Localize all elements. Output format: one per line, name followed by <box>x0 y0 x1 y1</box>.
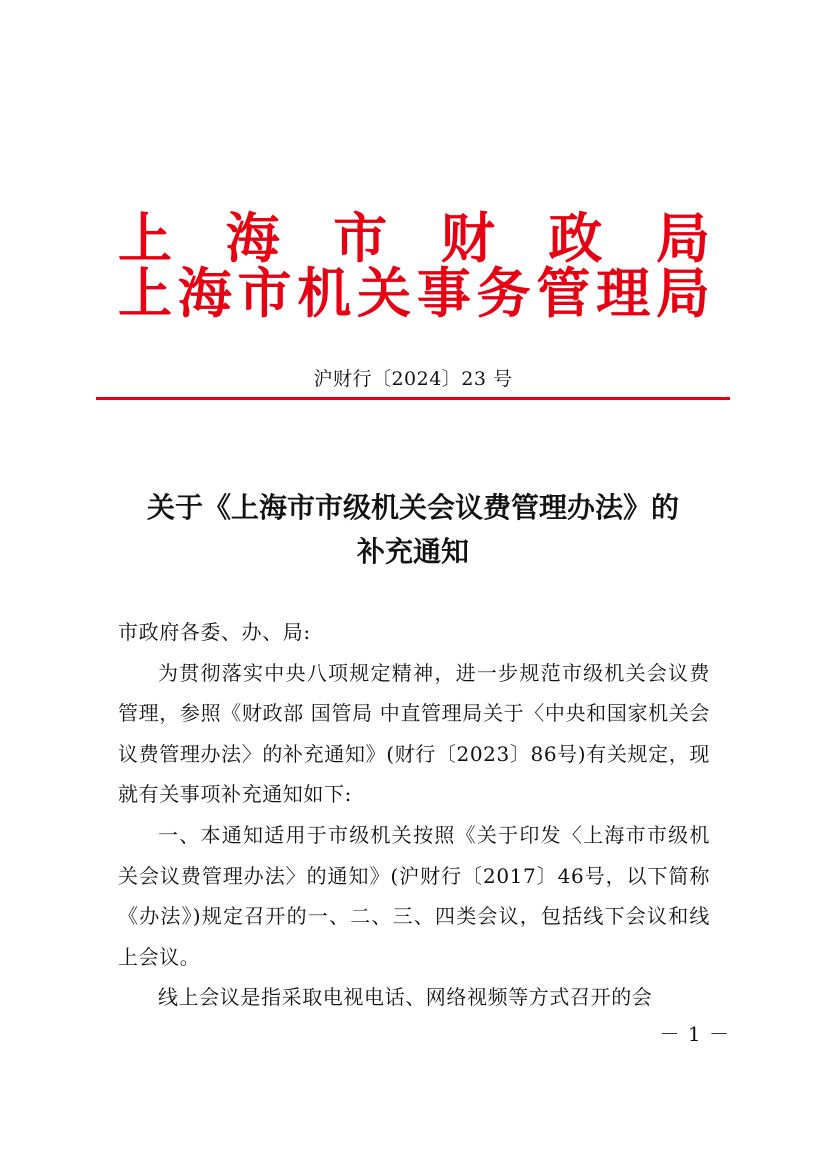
document-body <box>118 612 710 1018</box>
header-char: 局 <box>655 261 710 325</box>
document-title <box>96 486 730 574</box>
header-char: 海 <box>225 206 280 270</box>
issuer-header-line-1 <box>118 208 710 268</box>
issuer-header-line-2 <box>118 263 710 323</box>
header-char: 海 <box>177 261 232 325</box>
header-char: 事 <box>416 261 471 325</box>
header-char: 关 <box>357 261 412 325</box>
header-char: 管 <box>536 261 591 325</box>
header-char: 机 <box>297 261 352 325</box>
header-char: 理 <box>596 261 651 325</box>
body-paragraph: 为贯彻落实中央八项规定精神，进一步规范市级机关会议费管理，参照《财政部 国管局 中直管理局关于〈中央和国家机关会议费管理办法〉的补充通知》(财行〔2023〕86号)有关规定，现就有关事项补充通知如下: <box>118 660 710 807</box>
document-number: 沪财行〔2024〕23 号 <box>313 368 513 390</box>
header-char: 上 <box>118 206 172 270</box>
header-char: 上 <box>118 261 172 325</box>
title-line-1: 关于《上海市市级机关会议费管理办法》的 <box>146 491 679 524</box>
header-char: 财 <box>440 206 495 270</box>
page-number: － 1 － <box>659 1022 730 1046</box>
title-line-2: 补充通知 <box>356 535 469 568</box>
body-paragraph: 线上会议是指采取电视电话、网络视频等方式召开的会 <box>158 985 653 1010</box>
header-char: 政 <box>548 206 603 270</box>
header-char: 市 <box>333 206 388 270</box>
body-paragraph: 一、本通知适用于市级机关按照《关于印发〈上海市市级机关会议费管理办法〉的通知》(沪财行〔2017〕46号，以下简称《办法》)规定召开的一、二、三、四类会议，包括线下会议和线上会议。 <box>118 822 710 969</box>
header-char: 务 <box>476 261 531 325</box>
header-char: 市 <box>237 261 292 325</box>
header-char: 局 <box>655 206 710 270</box>
red-divider-rule <box>96 397 730 400</box>
salutation: 市政府各委、办、局: <box>118 620 311 644</box>
